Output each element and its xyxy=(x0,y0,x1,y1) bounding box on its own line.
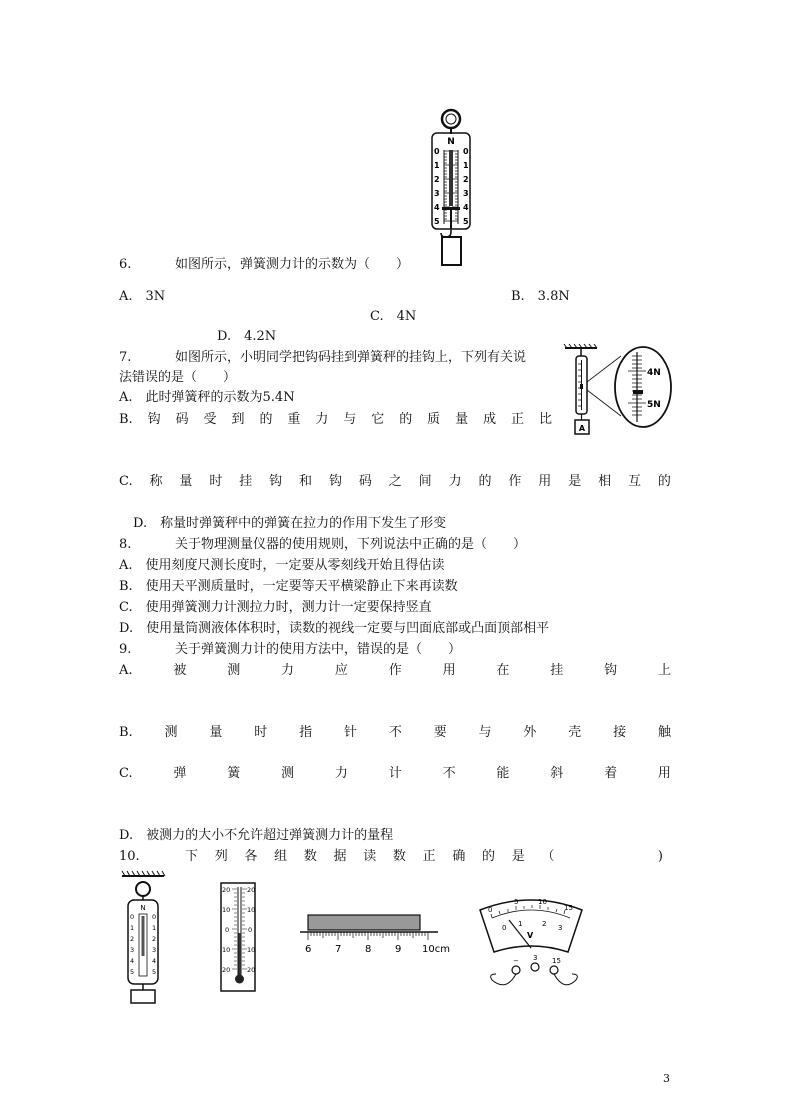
q6-spring-balance-figure xyxy=(420,106,482,268)
q9-option-b[interactable]: B. 测 量 时 指 针 不 要 与 外 壳 接 触 xyxy=(119,725,671,740)
q7-block-label: A xyxy=(578,424,586,433)
q6-option-d[interactable]: D. 4.2N xyxy=(217,329,277,344)
svg-text:10: 10 xyxy=(538,898,547,906)
svg-text:1: 1 xyxy=(518,920,523,928)
q10-thermometer-figure xyxy=(218,881,258,993)
q7-number: 7. xyxy=(119,350,132,365)
q7-option-a[interactable]: A. 此时弹簧秤的示数为5.4N xyxy=(119,390,295,405)
q6-scale-label: 2 xyxy=(463,175,469,184)
q6-scale-label: 1 xyxy=(434,161,440,170)
q6-scale-label: 5 xyxy=(434,217,440,226)
q6-scale-label: 3 xyxy=(463,189,469,198)
option-label: B. xyxy=(119,725,133,740)
svg-text:10: 10 xyxy=(222,946,231,954)
svg-text:0: 0 xyxy=(152,913,157,921)
svg-text:2: 2 xyxy=(130,935,135,943)
q10-meter-unit: V xyxy=(527,931,534,940)
q10-ruler-figure xyxy=(298,911,450,957)
q9-option-d[interactable]: D. 被测力的大小不允许超过弹簧测力计的量程 xyxy=(119,828,394,843)
q9-option-a[interactable]: A. 被 测 力 应 作 用 在 挂 钩 上 xyxy=(119,663,671,678)
q10-stem: 下 列 各 组 数 据 读 数 正 确 的 是 （ ) xyxy=(185,849,663,864)
option-label: C. xyxy=(119,474,133,489)
svg-text:1: 1 xyxy=(152,924,157,932)
svg-text:10: 10 xyxy=(247,906,256,914)
svg-text:0: 0 xyxy=(248,926,253,934)
q6-option-a[interactable]: A. 3N xyxy=(119,289,166,304)
q6-option-b[interactable]: B. 3.8N xyxy=(511,289,570,304)
svg-text:0: 0 xyxy=(130,913,135,921)
q7-spring-scale-figure xyxy=(563,342,675,437)
svg-text:10: 10 xyxy=(222,906,231,914)
q10-number: 10. xyxy=(119,849,140,864)
q6-scale-label: 0 xyxy=(463,147,469,156)
q6-scale-label: 4 xyxy=(463,203,469,212)
svg-text:3: 3 xyxy=(152,946,157,954)
q8-number: 8. xyxy=(119,537,132,552)
q6-scale-label: 4 xyxy=(434,203,440,212)
q6-number: 6. xyxy=(119,257,132,272)
q9-option-c[interactable]: C. 弹 簧 测 力 计 不 能 斜 着 用 xyxy=(119,766,671,781)
q7-option-b[interactable]: B. 钩 码 受 到 的 重 力 与 它 的 质 量 成 正 比 xyxy=(119,412,552,427)
q6-option-c[interactable]: C. 4N xyxy=(370,309,417,324)
q6-scale-label: 0 xyxy=(434,147,440,156)
q8-stem: 关于物理测量仪器的使用规则，下列说法中正确的是（ ） xyxy=(175,537,527,552)
svg-text:0: 0 xyxy=(502,924,507,932)
q10-voltmeter-figure xyxy=(476,896,586,994)
svg-text:8: 8 xyxy=(365,944,372,955)
svg-text:10cm: 10cm xyxy=(422,944,450,955)
q7-option-d[interactable]: D. 称量时弹簧秤中的弹簧在拉力的作用下发生了形变 xyxy=(133,516,447,531)
svg-text:15: 15 xyxy=(552,957,561,965)
q9-stem: 关于弹簧测力计的使用方法中，错误的是（ ） xyxy=(175,642,462,657)
svg-text:3: 3 xyxy=(130,946,135,954)
svg-text:1: 1 xyxy=(130,924,135,932)
q9-number: 9. xyxy=(119,642,132,657)
q8-option-a[interactable]: A. 使用刻度尺测长度时，一定要从零刻线开始且得估读 xyxy=(119,558,445,573)
q6-scale-label: 1 xyxy=(463,161,469,170)
svg-text:5: 5 xyxy=(152,968,157,976)
q8-option-b[interactable]: B. 使用天平测质量时，一定要等天平横梁静止下来再读数 xyxy=(119,579,458,594)
svg-text:−: − xyxy=(513,957,519,965)
svg-text:3: 3 xyxy=(533,954,538,962)
q7-option-c[interactable]: C. 称 量 时 挂 钩 和 钩 码 之 间 力 的 作 用 是 相 互 的 xyxy=(119,474,671,489)
svg-text:9: 9 xyxy=(395,944,402,955)
svg-text:2: 2 xyxy=(152,935,157,943)
q6-stem: 如图所示，弹簧测力计的示数为（ ） xyxy=(175,257,410,272)
q10-balance-unit: N xyxy=(140,904,146,912)
svg-text:4: 4 xyxy=(152,957,157,965)
option-label: A. xyxy=(119,663,133,678)
page-number: 3 xyxy=(663,1072,670,1085)
option-label: C. xyxy=(119,766,133,781)
svg-text:10: 10 xyxy=(247,946,256,954)
q6-scale-label: 2 xyxy=(434,175,440,184)
svg-text:20: 20 xyxy=(222,886,231,894)
q7-label-4n: 4N xyxy=(647,368,661,378)
option-label: B. xyxy=(119,412,133,427)
svg-text:20: 20 xyxy=(222,966,231,974)
q6-unit-label: N xyxy=(447,137,455,147)
q8-option-d[interactable]: D. 使用量筒测液体体积时，读数的视线一定要与凹面底部或凸面顶部相平 xyxy=(119,621,550,636)
q10-spring-balance-figure xyxy=(118,868,168,1006)
svg-text:20: 20 xyxy=(247,886,256,894)
svg-text:20: 20 xyxy=(247,966,256,974)
svg-text:7: 7 xyxy=(335,944,342,955)
q7-stem-line2: 法错误的是（ ） xyxy=(119,370,237,385)
svg-text:15: 15 xyxy=(564,904,573,912)
svg-text:5: 5 xyxy=(514,898,519,906)
q6-scale-label: 3 xyxy=(434,189,440,198)
q6-scale-label: 5 xyxy=(463,217,469,226)
svg-text:0: 0 xyxy=(225,926,230,934)
svg-text:3: 3 xyxy=(558,924,563,932)
svg-text:0: 0 xyxy=(488,906,493,914)
q8-option-c[interactable]: C. 使用弹簧测力计测拉力时，测力计一定要保持竖直 xyxy=(119,600,432,615)
svg-text:2: 2 xyxy=(542,920,547,928)
svg-text:6: 6 xyxy=(305,944,312,955)
q7-label-5n: 5N xyxy=(647,400,661,410)
svg-text:4: 4 xyxy=(130,957,135,965)
q7-stem-line1: 如图所示，小明同学把钩码挂到弹簧秤的挂钩上，下列有关说 xyxy=(175,350,527,365)
svg-text:5: 5 xyxy=(130,968,135,976)
